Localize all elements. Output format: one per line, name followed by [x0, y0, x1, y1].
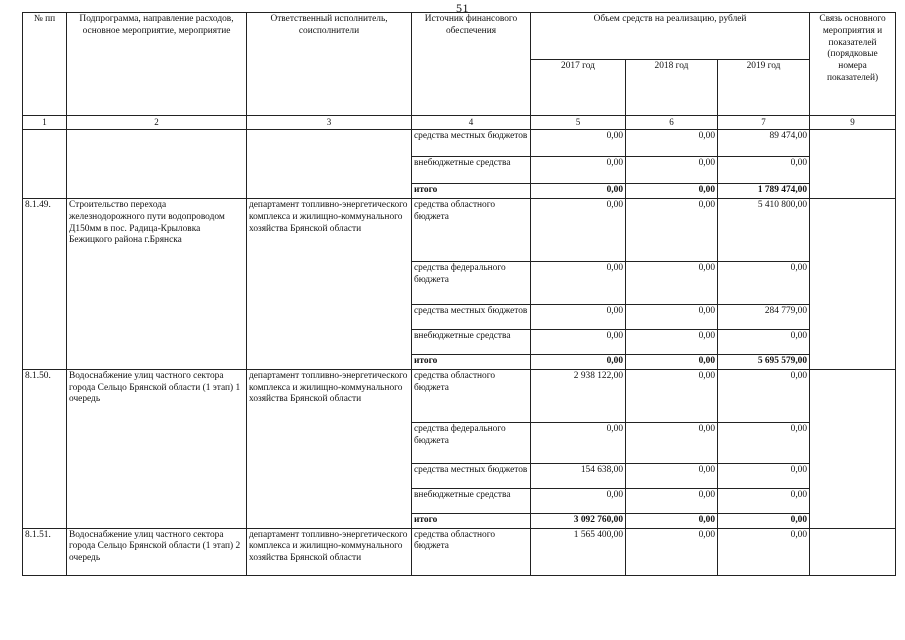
executor-name — [247, 130, 412, 199]
column-number: 6 — [626, 116, 718, 130]
indicator-link — [810, 369, 896, 528]
header-executor: Ответственный исполнитель, соисполнители — [247, 13, 412, 116]
program-name: Водоснабжение улиц частного сектора города Сельцо Брянской области (1 этап) 1 очередь — [67, 369, 247, 528]
amount-2018: 0,00 — [626, 463, 718, 488]
header-year-2017: 2017 год — [531, 60, 626, 116]
executor-name: департамент топливно-энергетического комплекса и жилищно-коммунального хозяйства Брянской области — [247, 528, 412, 575]
amount-2017: 0,00 — [531, 355, 626, 370]
program-name — [67, 130, 247, 199]
column-number: 3 — [247, 116, 412, 130]
amount-2019: 5 695 579,00 — [718, 355, 810, 370]
amount-2019: 0,00 — [718, 262, 810, 305]
amount-2019: 1 789 474,00 — [718, 184, 810, 199]
amount-2019: 0,00 — [718, 463, 810, 488]
indicator-link — [810, 199, 896, 370]
amount-2018: 0,00 — [626, 355, 718, 370]
amount-2018: 0,00 — [626, 330, 718, 355]
amount-2019: 89 474,00 — [718, 130, 810, 157]
amount-2018: 0,00 — [626, 199, 718, 262]
header-volume: Объем средств на реализацию, рублей — [531, 13, 810, 60]
table-row — [23, 130, 896, 157]
amount-2019: 0,00 — [718, 528, 810, 575]
row-number: 8.1.49. — [23, 199, 67, 370]
amount-2017: 2 938 122,00 — [531, 369, 626, 422]
amount-2019: 0,00 — [718, 513, 810, 528]
amount-2018: 0,00 — [626, 130, 718, 157]
column-number: 2 — [67, 116, 247, 130]
executor-name: департамент топливно-энергетического комплекса и жилищно-коммунального хозяйства Брянской области — [247, 369, 412, 528]
amount-2018: 0,00 — [626, 528, 718, 575]
amount-2018: 0,00 — [626, 157, 718, 184]
amount-2017: 0,00 — [531, 184, 626, 199]
column-number: 7 — [718, 116, 810, 130]
amount-2018: 0,00 — [626, 488, 718, 513]
budget-table — [22, 12, 896, 576]
page-number: 51 — [456, 1, 469, 15]
amount-2017: 0,00 — [531, 422, 626, 463]
amount-2018: 0,00 — [626, 422, 718, 463]
indicator-link — [810, 130, 896, 199]
amount-2018: 0,00 — [626, 513, 718, 528]
row-number: 8.1.51. — [23, 528, 67, 575]
program-name: Водоснабжение улиц частного сектора города Сельцо Брянской области (1 этап) 2 очередь — [67, 528, 247, 575]
funding-source: средства федерального бюджета — [412, 262, 531, 305]
amount-2017: 0,00 — [531, 130, 626, 157]
amount-2019: 0,00 — [718, 422, 810, 463]
table-row — [23, 369, 896, 422]
amount-2017: 0,00 — [531, 488, 626, 513]
funding-source-total: итого — [412, 355, 531, 370]
row-number — [23, 130, 67, 199]
executor-name: департамент топливно-энергетического комплекса и жилищно-коммунального хозяйства Брянской области — [247, 199, 412, 370]
column-number: 1 — [23, 116, 67, 130]
amount-2017: 154 638,00 — [531, 463, 626, 488]
column-number: 5 — [531, 116, 626, 130]
header-no: № пп — [23, 13, 67, 116]
funding-source: внебюджетные средства — [412, 157, 531, 184]
amount-2018: 0,00 — [626, 305, 718, 330]
header-year-2018: 2018 год — [626, 60, 718, 116]
funding-source: средства местных бюджетов — [412, 463, 531, 488]
header-year-2019: 2019 год — [718, 60, 810, 116]
funding-source: внебюджетные средства — [412, 488, 531, 513]
header-link: Связь основного мероприятия и показателей (порядковые номера показателей) — [810, 13, 896, 116]
amount-2017: 0,00 — [531, 157, 626, 184]
header-source: Источник финансового обеспечения — [412, 13, 531, 116]
funding-source: внебюджетные средства — [412, 330, 531, 355]
amount-2018: 0,00 — [626, 262, 718, 305]
amount-2019: 0,00 — [718, 369, 810, 422]
row-number: 8.1.50. — [23, 369, 67, 528]
amount-2017: 0,00 — [531, 199, 626, 262]
program-name: Строительство перехода железнодорожного пути водопроводом Д150мм в пос. Радица-Крыловка Бежицкого района г.Брянска — [67, 199, 247, 370]
column-number-row — [23, 116, 896, 130]
amount-2019: 0,00 — [718, 330, 810, 355]
funding-source: средства местных бюджетов — [412, 305, 531, 330]
table-row — [23, 528, 896, 575]
funding-source: средства федерального бюджета — [412, 422, 531, 463]
table-row — [23, 199, 896, 262]
header-program: Подпрограмма, направление расходов, основное мероприятие, мероприятие — [67, 13, 247, 116]
amount-2019: 0,00 — [718, 157, 810, 184]
amount-2018: 0,00 — [626, 369, 718, 422]
amount-2019: 0,00 — [718, 488, 810, 513]
amount-2019: 5 410 800,00 — [718, 199, 810, 262]
funding-source: средства областного бюджета — [412, 199, 531, 262]
column-number: 9 — [810, 116, 896, 130]
amount-2018: 0,00 — [626, 184, 718, 199]
amount-2017: 0,00 — [531, 262, 626, 305]
funding-source: средства областного бюджета — [412, 528, 531, 575]
amount-2017: 3 092 760,00 — [531, 513, 626, 528]
amount-2017: 1 565 400,00 — [531, 528, 626, 575]
funding-source-total: итого — [412, 184, 531, 199]
amount-2019: 284 779,00 — [718, 305, 810, 330]
indicator-link — [810, 528, 896, 575]
funding-source: средства местных бюджетов — [412, 130, 531, 157]
column-number: 4 — [412, 116, 531, 130]
funding-source-total: итого — [412, 513, 531, 528]
funding-source: средства областного бюджета — [412, 369, 531, 422]
amount-2017: 0,00 — [531, 305, 626, 330]
amount-2017: 0,00 — [531, 330, 626, 355]
